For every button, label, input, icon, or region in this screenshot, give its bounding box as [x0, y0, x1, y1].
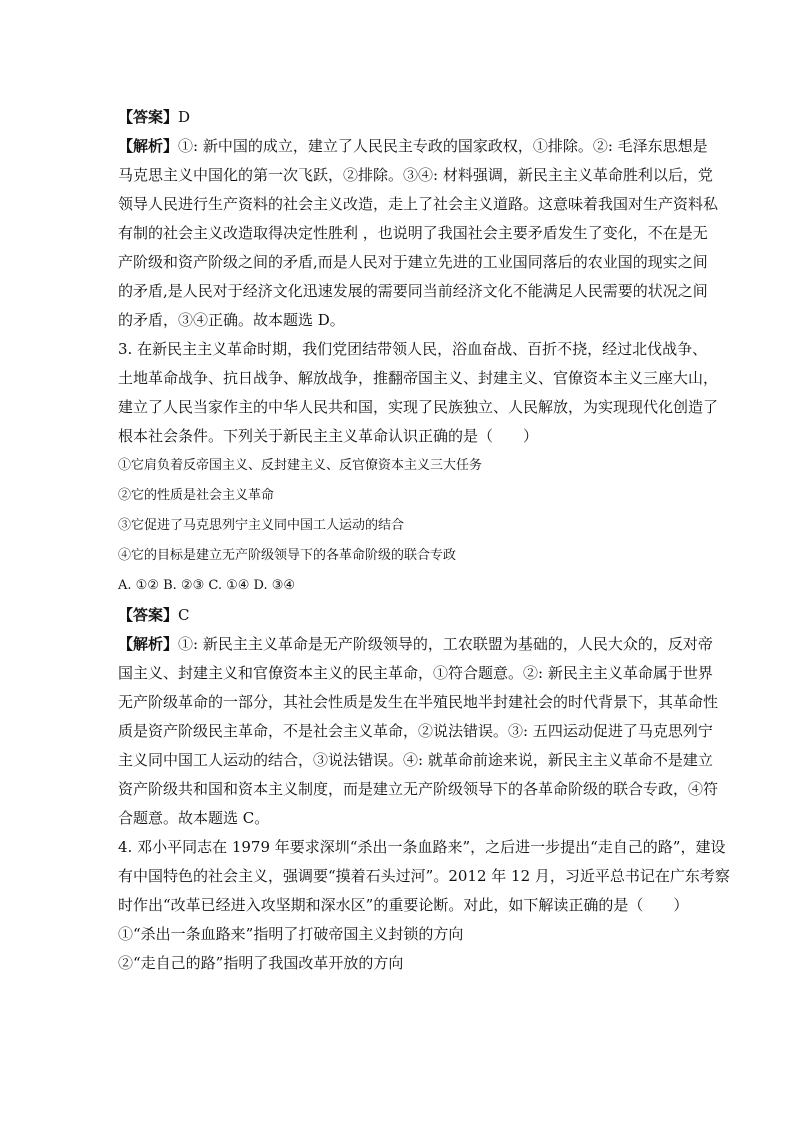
analysis-text: 产阶级和资产阶级之间的矛盾,而是人民对于建立先进的工业国同落后的农业国的现实之间: [118, 253, 708, 271]
question-4-option: ①“杀出一条血路来”指明了打破帝国主义封锁的方向: [118, 925, 464, 943]
analysis-text: 的矛盾，③④正确。故本题选 D。: [118, 311, 345, 329]
question-3-option: ②它的性质是社会主义革命: [118, 488, 275, 503]
answer-line-1: [118, 103, 678, 132]
analysis-text: 主义同中国工人运动的结合，③说法错误。④: 就革命前途来说，新民主主义革命不是建立: [118, 751, 713, 769]
question-3-option: ①它肩负着反帝国主义、反封建主义、反官僚资本主义三大任务: [118, 458, 483, 473]
analysis-text: 国主义、封建主义和官僚资本主义的民主革命，①符合题意。②: 新民主主义革命属于世界: [118, 664, 713, 682]
question-3-text: 3. 在新民主主义革命时期，我们党团结带领人民，浴血奋战、百折不挠，经过北伐战争、: [118, 340, 708, 358]
analysis-text: 的矛盾,是人民对于经济文化迅速发展的需要同当前经济文化不能满足人民需要的状况之间: [118, 282, 708, 300]
analysis-text: 合题意。故本题选 C。: [118, 809, 270, 827]
analysis-tag: 【解析】: [118, 635, 179, 653]
analysis-text: ①: 新中国的成立，建立了人民民主专政的国家政权，①排除。②: 毛泽东思想是: [178, 137, 708, 155]
analysis-line-3: [118, 630, 713, 659]
answer-value: D: [178, 108, 191, 126]
question-4-text: 4. 邓小平同志在 1979 年要求深圳“杀出一条血路来”，之后进一步提出“走自己的路”，建设: [118, 838, 726, 856]
question-4-text: 有中国特色的社会主义，强调要“摸着石头过河”。2012 年 12 月，习近平总书记在广东考察: [118, 867, 730, 885]
answer-line-3: [118, 601, 678, 630]
question-4-text: 时作出“改革已经进入攻坚期和深水区”的重要论断。对此，如下解读正确的是（ ）: [118, 896, 689, 914]
analysis-text: 马克思主义中国化的第一次飞跃，②排除。③④: 材料强调，新民主主义革命胜利以后，党: [118, 166, 713, 184]
analysis-line-1: [118, 132, 708, 161]
question-4-option: ②“走自己的路”指明了我国改革开放的方向: [118, 954, 404, 972]
answer-tag: 【答案】: [118, 108, 179, 126]
question-3-text: 建立了人民当家作主的中华人民共和国，实现了民族独立、人民解放，为实现现代化创造了: [118, 398, 719, 416]
analysis-text: 有制的社会主义改造取得决定性胜利 ，也说明了我国社会主要矛盾发生了变化，不在是无: [118, 224, 708, 242]
question-3-choices: A. ①② B. ②③ C. ①④ D. ③④: [118, 578, 296, 593]
question-3-option: ③它促进了马克思列宁主义同中国工人运动的结合: [118, 518, 405, 533]
question-3-option: ④它的目标是建立无产阶级领导下的各革命阶级的联合专政: [118, 548, 457, 563]
analysis-text: 资产阶级共和国和资本主义制度，而是建立无产阶级领导下的各革命阶级的联合专政，④符: [118, 780, 719, 798]
document-page: [118, 103, 730, 978]
answer-tag: 【答案】: [118, 606, 179, 624]
analysis-text: 质是资产阶级民主革命，不是社会主义革命，②说法错误。③: 五四运动促进了马克思列宁: [118, 722, 713, 740]
answer-value: C: [178, 606, 190, 624]
analysis-tag: 【解析】: [118, 137, 179, 155]
analysis-text: ①: 新民主主义革命是无产阶级领导的，工农联盟为基础的，人民大众的，反对帝: [178, 635, 713, 653]
question-3-text: 土地革命战争、抗日战争、解放战争，推翻帝国主义、封建主义、官僚资本主义三座大山，: [118, 369, 719, 387]
question-3-text: 根本社会条件。下列关于新民主主义革命认识正确的是（ ）: [118, 427, 539, 445]
analysis-text: 领导人民进行生产资料的社会主义改造，走上了社会主义道路。这意味着我国对生产资料私: [118, 195, 719, 213]
analysis-text: 无产阶级革命的一部分，其社会性质是发生在半殖民地半封建社会的时代背景下，其革命性: [118, 693, 719, 711]
